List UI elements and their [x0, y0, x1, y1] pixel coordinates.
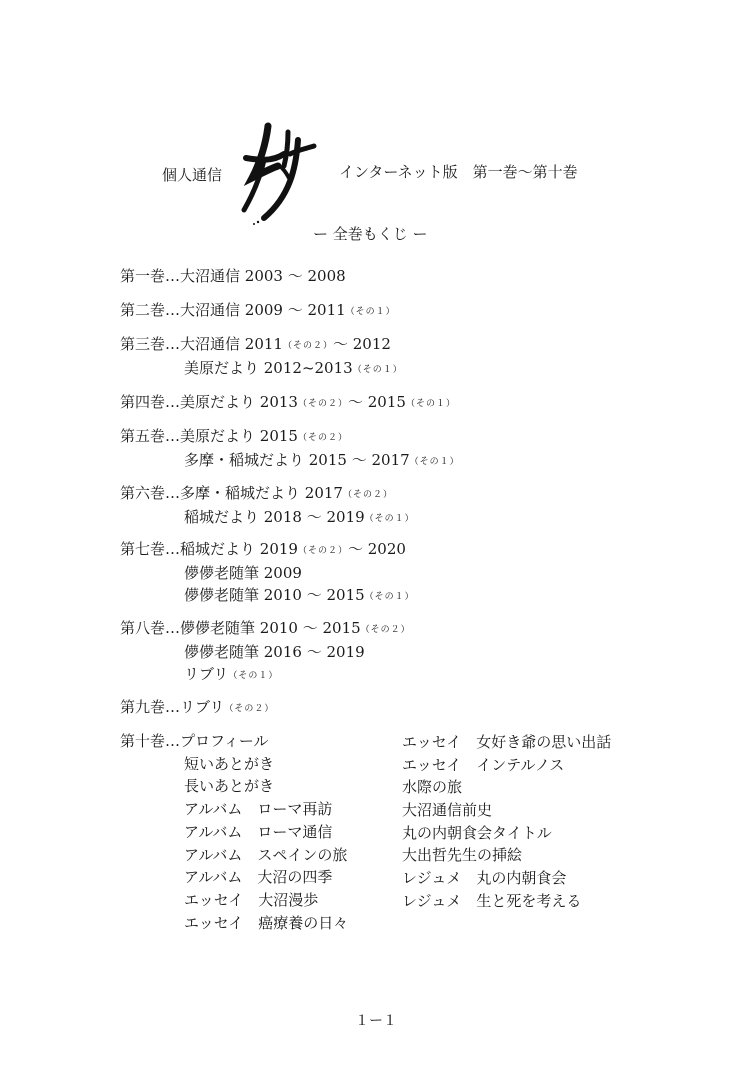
volume-label: 第二巻…	[120, 301, 181, 319]
volume-1	[120, 265, 346, 287]
volume-line: 儚儚老随筆 2009	[184, 564, 302, 582]
volume-label: 第五巻…	[120, 427, 181, 445]
volume-note: （その１）	[228, 671, 279, 681]
volume-line: 儚儚老随筆 2016 〜 2019	[184, 643, 365, 661]
volume10-item: 大沼通信前史	[402, 801, 493, 820]
volume-4	[120, 391, 456, 415]
volume-9	[120, 696, 274, 720]
volume-7	[120, 538, 415, 608]
volume-line: 美原だより 2012~2013	[184, 359, 353, 377]
volume10-item: 短いあとがき	[184, 754, 275, 773]
volume-label: 第九巻…	[120, 698, 181, 716]
volume-line-after: 〜 2015	[347, 393, 406, 411]
volume-line: 儚儚老随筆 2010 〜 2015	[180, 619, 361, 637]
volume10-item: アルバム ローマ通信	[184, 822, 333, 841]
volume-line: リブリ	[184, 665, 229, 683]
page-number: １ー１	[355, 1013, 397, 1029]
volume10-item: 大出哲先生の挿絵	[402, 846, 523, 865]
volume-label: 第一巻…	[120, 267, 181, 285]
volume-line: 儚儚老随筆 2010 〜 2015	[184, 586, 365, 604]
volume-label: 第四巻…	[120, 393, 181, 411]
volume-6	[120, 482, 415, 530]
volume10-item: アルバム スペインの旅	[184, 845, 348, 864]
volume10-item: 水際の旅	[402, 778, 463, 797]
volume-note: （その１）	[364, 592, 415, 602]
volume-5	[120, 425, 460, 473]
volume-label: 第三巻…	[120, 335, 181, 353]
volume10-item: エッセイ 癌療養の日々	[184, 913, 349, 932]
volume10-column-2	[402, 731, 611, 913]
volume-line-after: 〜 2012	[332, 335, 391, 353]
calligraphy-logo	[238, 118, 318, 228]
volume-line: 美原だより 2013	[180, 393, 298, 411]
volume10-item: 長いあとがき	[184, 777, 275, 796]
volume-note: （その１）	[409, 457, 460, 467]
volume-note: （その２）	[297, 546, 348, 556]
volume10-item: プロフィール	[180, 732, 269, 750]
volume-note: （その２）	[297, 433, 348, 443]
volume-label: 第六巻…	[120, 484, 181, 502]
volume-note: （その１）	[345, 307, 396, 317]
volume-note: （その２）	[360, 625, 411, 635]
volume-note: （その１）	[364, 514, 415, 524]
page-subtitle: ー 全巻もくじ ー	[313, 225, 428, 243]
volume-note: （その１）	[405, 399, 456, 409]
volume-line: リブリ	[180, 698, 225, 716]
volume10-item: レジュメ 生と死を考える	[402, 891, 582, 910]
volume10-item: 丸の内朝食会タイトル	[402, 823, 552, 842]
volume-note: （その２）	[342, 490, 393, 500]
volume-line: 多摩・稲城だより 2017	[180, 484, 343, 502]
volume-line: 大沼通信 2003 〜 2008	[180, 267, 346, 285]
volume-line-after: 〜 2020	[347, 540, 406, 558]
volume10-item: レジュメ 丸の内朝食会	[402, 869, 567, 888]
volume-note: （その２）	[282, 341, 333, 351]
volume-label: 第七巻…	[120, 540, 181, 558]
volume-2	[120, 299, 396, 323]
volume-10	[120, 730, 348, 934]
volume-line: 稲城だより 2019	[180, 540, 298, 558]
volume-line: 多摩・稲城だより 2015 〜 2017	[184, 451, 410, 469]
volume-note: （その２）	[297, 399, 348, 409]
volume-8	[120, 617, 411, 687]
volume-note: （その１）	[352, 365, 403, 375]
volume10-item: エッセイ 女好き爺の思い出話	[402, 733, 612, 751]
volume-line: 大沼通信 2009 〜 2011	[180, 301, 346, 319]
header-left-text: 個人通信	[162, 166, 223, 184]
volume-note: （その２）	[224, 704, 275, 714]
volume-label: 第十巻…	[120, 732, 181, 750]
volume10-item: アルバム ローマ再訪	[184, 800, 333, 819]
volume10-item: アルバム 大沼の四季	[184, 868, 333, 887]
volume-line: 大沼通信 2011	[180, 335, 283, 353]
volume-line: 美原だより 2015	[180, 427, 298, 445]
header-right-text: インターネット版 第一巻〜第十巻	[339, 163, 578, 181]
volume-line: 稲城だより 2018 〜 2019	[184, 508, 365, 526]
volume-label: 第八巻…	[120, 619, 181, 637]
volume10-item: エッセイ インテルノス	[402, 755, 565, 774]
volume10-item: エッセイ 大沼漫歩	[184, 890, 319, 909]
volume-3	[120, 333, 403, 381]
